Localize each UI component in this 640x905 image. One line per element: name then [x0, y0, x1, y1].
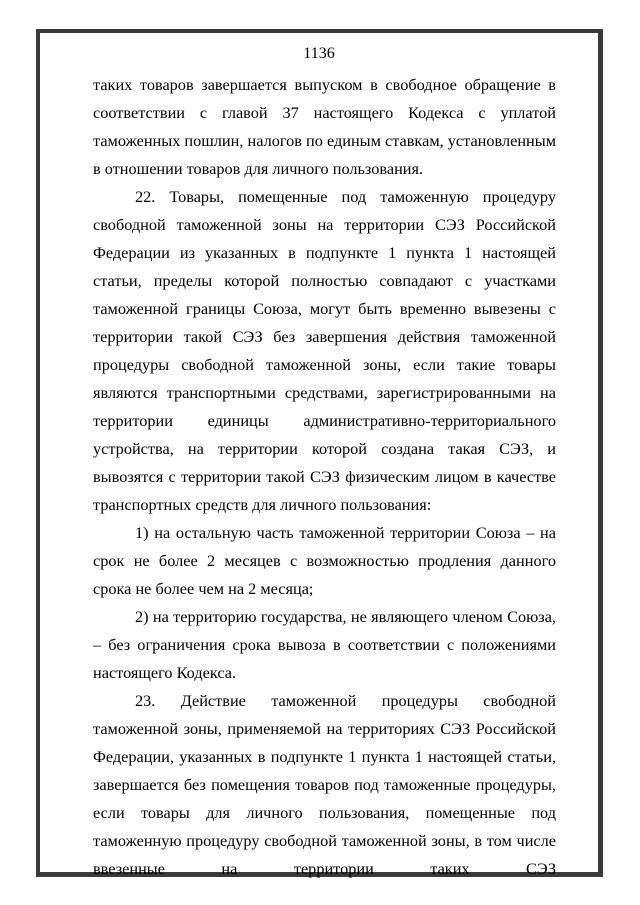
paragraph-22-item-2: 2) на территорию государства, не являющего членом Союза, – без ограничения срока вывоза в соответствии с положениями настоящего Кодекса.: [93, 607, 556, 682]
page-number: 1136: [303, 45, 335, 62]
page-border: [36, 29, 603, 877]
paragraph-22-item-1: 1) на остальную часть таможенной территории Союза – на срок не более 2 месяцев с возможностью продления данного срока не более чем на 2 месяца;: [93, 523, 556, 598]
paragraph-continuation: таких товаров завершается выпуском в свободное обращение в соответствии с главой 37 настоящего Кодекса с уплатой таможенных пошлин, налогов по единым ставкам, установленным в отношении товаров для личного пользования.: [93, 75, 557, 178]
document-body: [93, 71, 556, 883]
paragraph-23: 23. Действие таможенной процедуры свободной таможенной зоны, применяемой на территориях СЭЗ Российской Федерации, указанных в подпункте 1 пункта 1 настоящей статьи, завершается без помещения товаров под таможенные процедуры, если товары для личного пользования, помещенные под таможенную процедуру свободной таможенной зоны, в том числе ввезенные на территории таких СЭЗ: [93, 691, 556, 878]
paragraph-22: 22. Товары, помещенные под таможенную процедуру свободной таможенной зоны на территории СЭЗ Российской Федерации из указанных в подпункте 1 пункта 1 настоящей статьи, пределы которой полностью совпадают с участками таможенной границы Союза, могут быть временно вывезены с территории такой СЭЗ без завершения действия таможенной процедуры свободной таможенной зоны, если такие товары являются транспортными средствами, зарегистрированными на территории единицы административно-территориального устройства, на территории которой создана такая СЭЗ, и вывозятся с территории такой СЭЗ физическим лицом в качестве транспортных средств для личного пользования:: [93, 187, 556, 514]
